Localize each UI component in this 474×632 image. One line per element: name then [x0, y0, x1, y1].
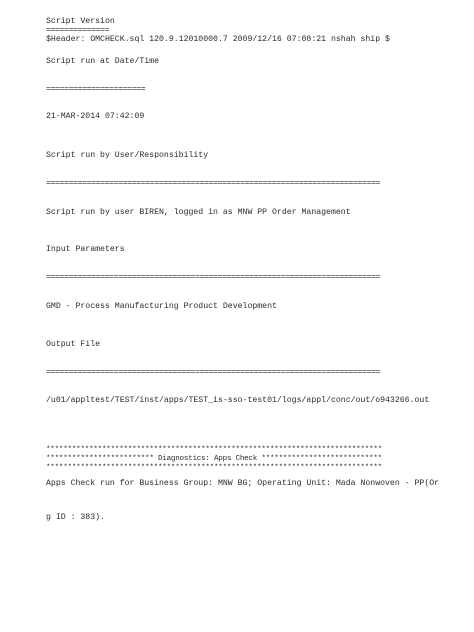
diagnostics-title: ************************* Diagnostics: Apps Check ****************************: [46, 455, 382, 463]
run-by-value: Script run by user BIREN, logged in as MNW PP Order Management: [46, 208, 351, 217]
run-by-divider: ==========================================================================: [46, 179, 380, 188]
diagnostics-stars-bottom: ******************************************************************************: [46, 464, 382, 472]
header-line: $Header: OMCHECK.sql 120.9.12010000.7 2009/12/16 07:08:21 nshah ship $: [46, 35, 390, 44]
output-file-path: /u01/appltest/TEST/inst/apps/TEST_is-sso-test01/logs/appl/conc/out/o943266.out: [46, 396, 430, 405]
run-by-label: Script run by User/Responsibility: [46, 151, 209, 160]
output-file-divider: ==========================================================================: [46, 368, 380, 377]
run-date-label: Script run at Date/Time: [46, 57, 160, 66]
output-file-label: Output File: [46, 340, 101, 349]
script-version-label: Script Version: [46, 17, 115, 26]
input-parameters-label: Input Parameters: [46, 245, 125, 254]
run-date-value: 21-MAR-2014 07:42:09: [46, 112, 145, 121]
apps-check-line-2: g ID : 383).: [46, 513, 105, 522]
diagnostics-stars-top: ******************************************************************************: [46, 446, 382, 454]
input-parameters-value: GMD - Process Manufacturing Product Development: [46, 302, 277, 311]
apps-check-line-1: Apps Check run for Business Group: MNW BG; Operating Unit: Mada Nonwoven - PP(Or: [46, 479, 440, 488]
short-divider: ==============: [46, 26, 110, 35]
input-parameters-divider: ==========================================================================: [46, 273, 380, 282]
run-date-divider: ======================: [46, 85, 146, 94]
